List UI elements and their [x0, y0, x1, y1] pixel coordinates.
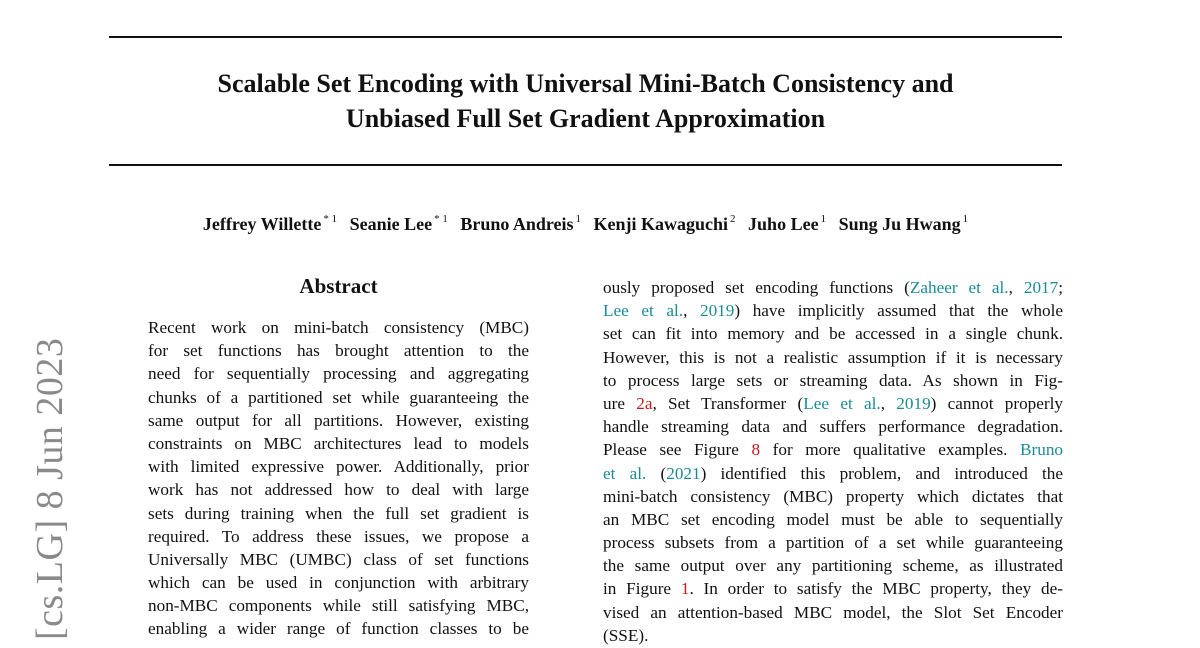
author: Seanie Lee $^{* 1}$ — [349, 213, 448, 234]
abstract-line: same output for all partitions. However, existing — [148, 410, 529, 430]
author-affiliation: * 1 — [434, 213, 448, 225]
intro-line: in Figure 1. In order to satisfy the MBC property, they de- — [603, 579, 1063, 599]
figure-reference-link[interactable]: 8 — [751, 440, 761, 460]
author-affiliation: 1 — [575, 213, 582, 225]
intro-line: et al. (2021) identified this problem, and introduced the — [603, 463, 1064, 483]
citation-link[interactable]: 2019 — [699, 301, 735, 321]
citation-link[interactable]: Lee et al. — [603, 301, 684, 321]
abstract-line: sets during training when the full set gradient is — [148, 503, 529, 523]
author: Kenji Kawaguchi $^2$ — [593, 213, 736, 234]
intro-line: vised an attention-based MBC model, the Slot Set Encoder — [603, 602, 1063, 622]
intro-line: an MBC set encoding model must be able to sequentially — [603, 509, 1063, 529]
abstract-line: non-MBC components while still satisfying MBC, — [148, 596, 529, 616]
citation-link[interactable]: 2017 — [1023, 278, 1059, 297]
author: Juho Lee $^1$ — [748, 213, 827, 234]
intro-line: handle streaming data and suffers performance degradation. — [603, 417, 1063, 437]
paper-title — [109, 66, 1062, 136]
citation-link[interactable]: Zaheer et al. — [909, 278, 1009, 297]
title-line-1: Scalable Set Encoding with Universal Mini-Batch Consistency and — [217, 69, 954, 98]
abstract-line: constraints on MBC architectures lead to models — [148, 433, 529, 453]
intro-line: (SSE). — [603, 625, 649, 645]
abstract-line: required. To address these issues, we propose a — [148, 526, 529, 546]
abstract-body — [148, 316, 529, 641]
abstract-line: with limited expressive power. Additionally, prior — [148, 457, 529, 477]
intro-line: set can fit into memory and be accessed in a single chunk. — [603, 324, 1063, 344]
citation-link[interactable]: Lee et al. — [803, 393, 881, 413]
citation-link[interactable]: Bruno — [1020, 440, 1063, 460]
figure-reference-link[interactable]: 1 — [680, 579, 690, 599]
abstract-heading: Abstract — [299, 274, 378, 298]
abstract-line: enabling a wider range of function classes to be — [148, 619, 529, 639]
abstract-line: for set functions has brought attention to the — [148, 341, 529, 361]
abstract-line: need for sequentially processing and aggregating — [148, 364, 529, 384]
intro-line: Lee et al., 2019) have implicitly assumed that the whole — [603, 301, 1063, 321]
author: Sung Ju Hwang $^1$ — [838, 213, 969, 234]
author-affiliation: 2 — [730, 213, 736, 225]
author-affiliation: 1 — [962, 213, 969, 225]
intro-line: to process large sets or streaming data. As shown in Fig- — [603, 370, 1063, 390]
intro-line: process subsets from a partition of a set while guaranteeing — [603, 533, 1063, 553]
title-rule-bottom — [109, 164, 1062, 166]
title-line-2: Unbiased Full Set Gradient Approximation — [345, 104, 826, 133]
citation-link[interactable]: et al. — [603, 463, 647, 483]
abstract-line: chunks of a partitioned set while guaranteeing the — [148, 387, 529, 407]
figure-reference-link[interactable]: 2a — [636, 393, 653, 413]
author-affiliation: * 1 — [323, 213, 338, 225]
arxiv-stamp: [cs.LG] 8 Jun 2023 — [29, 337, 71, 640]
abstract-line: work has not addressed how to deal with large — [148, 480, 529, 500]
introduction-body — [603, 276, 1063, 647]
intro-line: However, this is not a realistic assumption if it is necessary — [603, 347, 1063, 367]
intro-line: ously proposed set encoding functions (Zaheer et al., 2017; — [603, 278, 1063, 297]
author-list — [109, 206, 1062, 237]
abstract-line: which can be used in conjunction with arbitrary — [148, 573, 529, 593]
abstract-line: Recent work on mini-batch consistency (MBC) — [148, 318, 529, 337]
intro-line: ure 2a, Set Transformer (Lee et al., 2019) cannot properly — [603, 393, 1063, 413]
author: Jeffrey Willette $^{* 1}$ — [202, 213, 338, 234]
citation-link[interactable]: 2021 — [666, 463, 701, 483]
author: Bruno Andreis $^1$ — [460, 213, 582, 234]
citation-link[interactable]: 2019 — [896, 393, 931, 413]
intro-line: the same output over any partitioning scheme, as illustrated — [603, 556, 1063, 576]
title-rule-top — [109, 36, 1062, 38]
intro-line: Please see Figure 8 for more qualitative examples. Bruno — [603, 440, 1063, 460]
author-affiliation: 1 — [820, 213, 827, 225]
abstract-line: Universally MBC (UMBC) class of set functions — [148, 549, 529, 569]
intro-line: mini-batch consistency (MBC) property which dictates that — [603, 486, 1063, 506]
